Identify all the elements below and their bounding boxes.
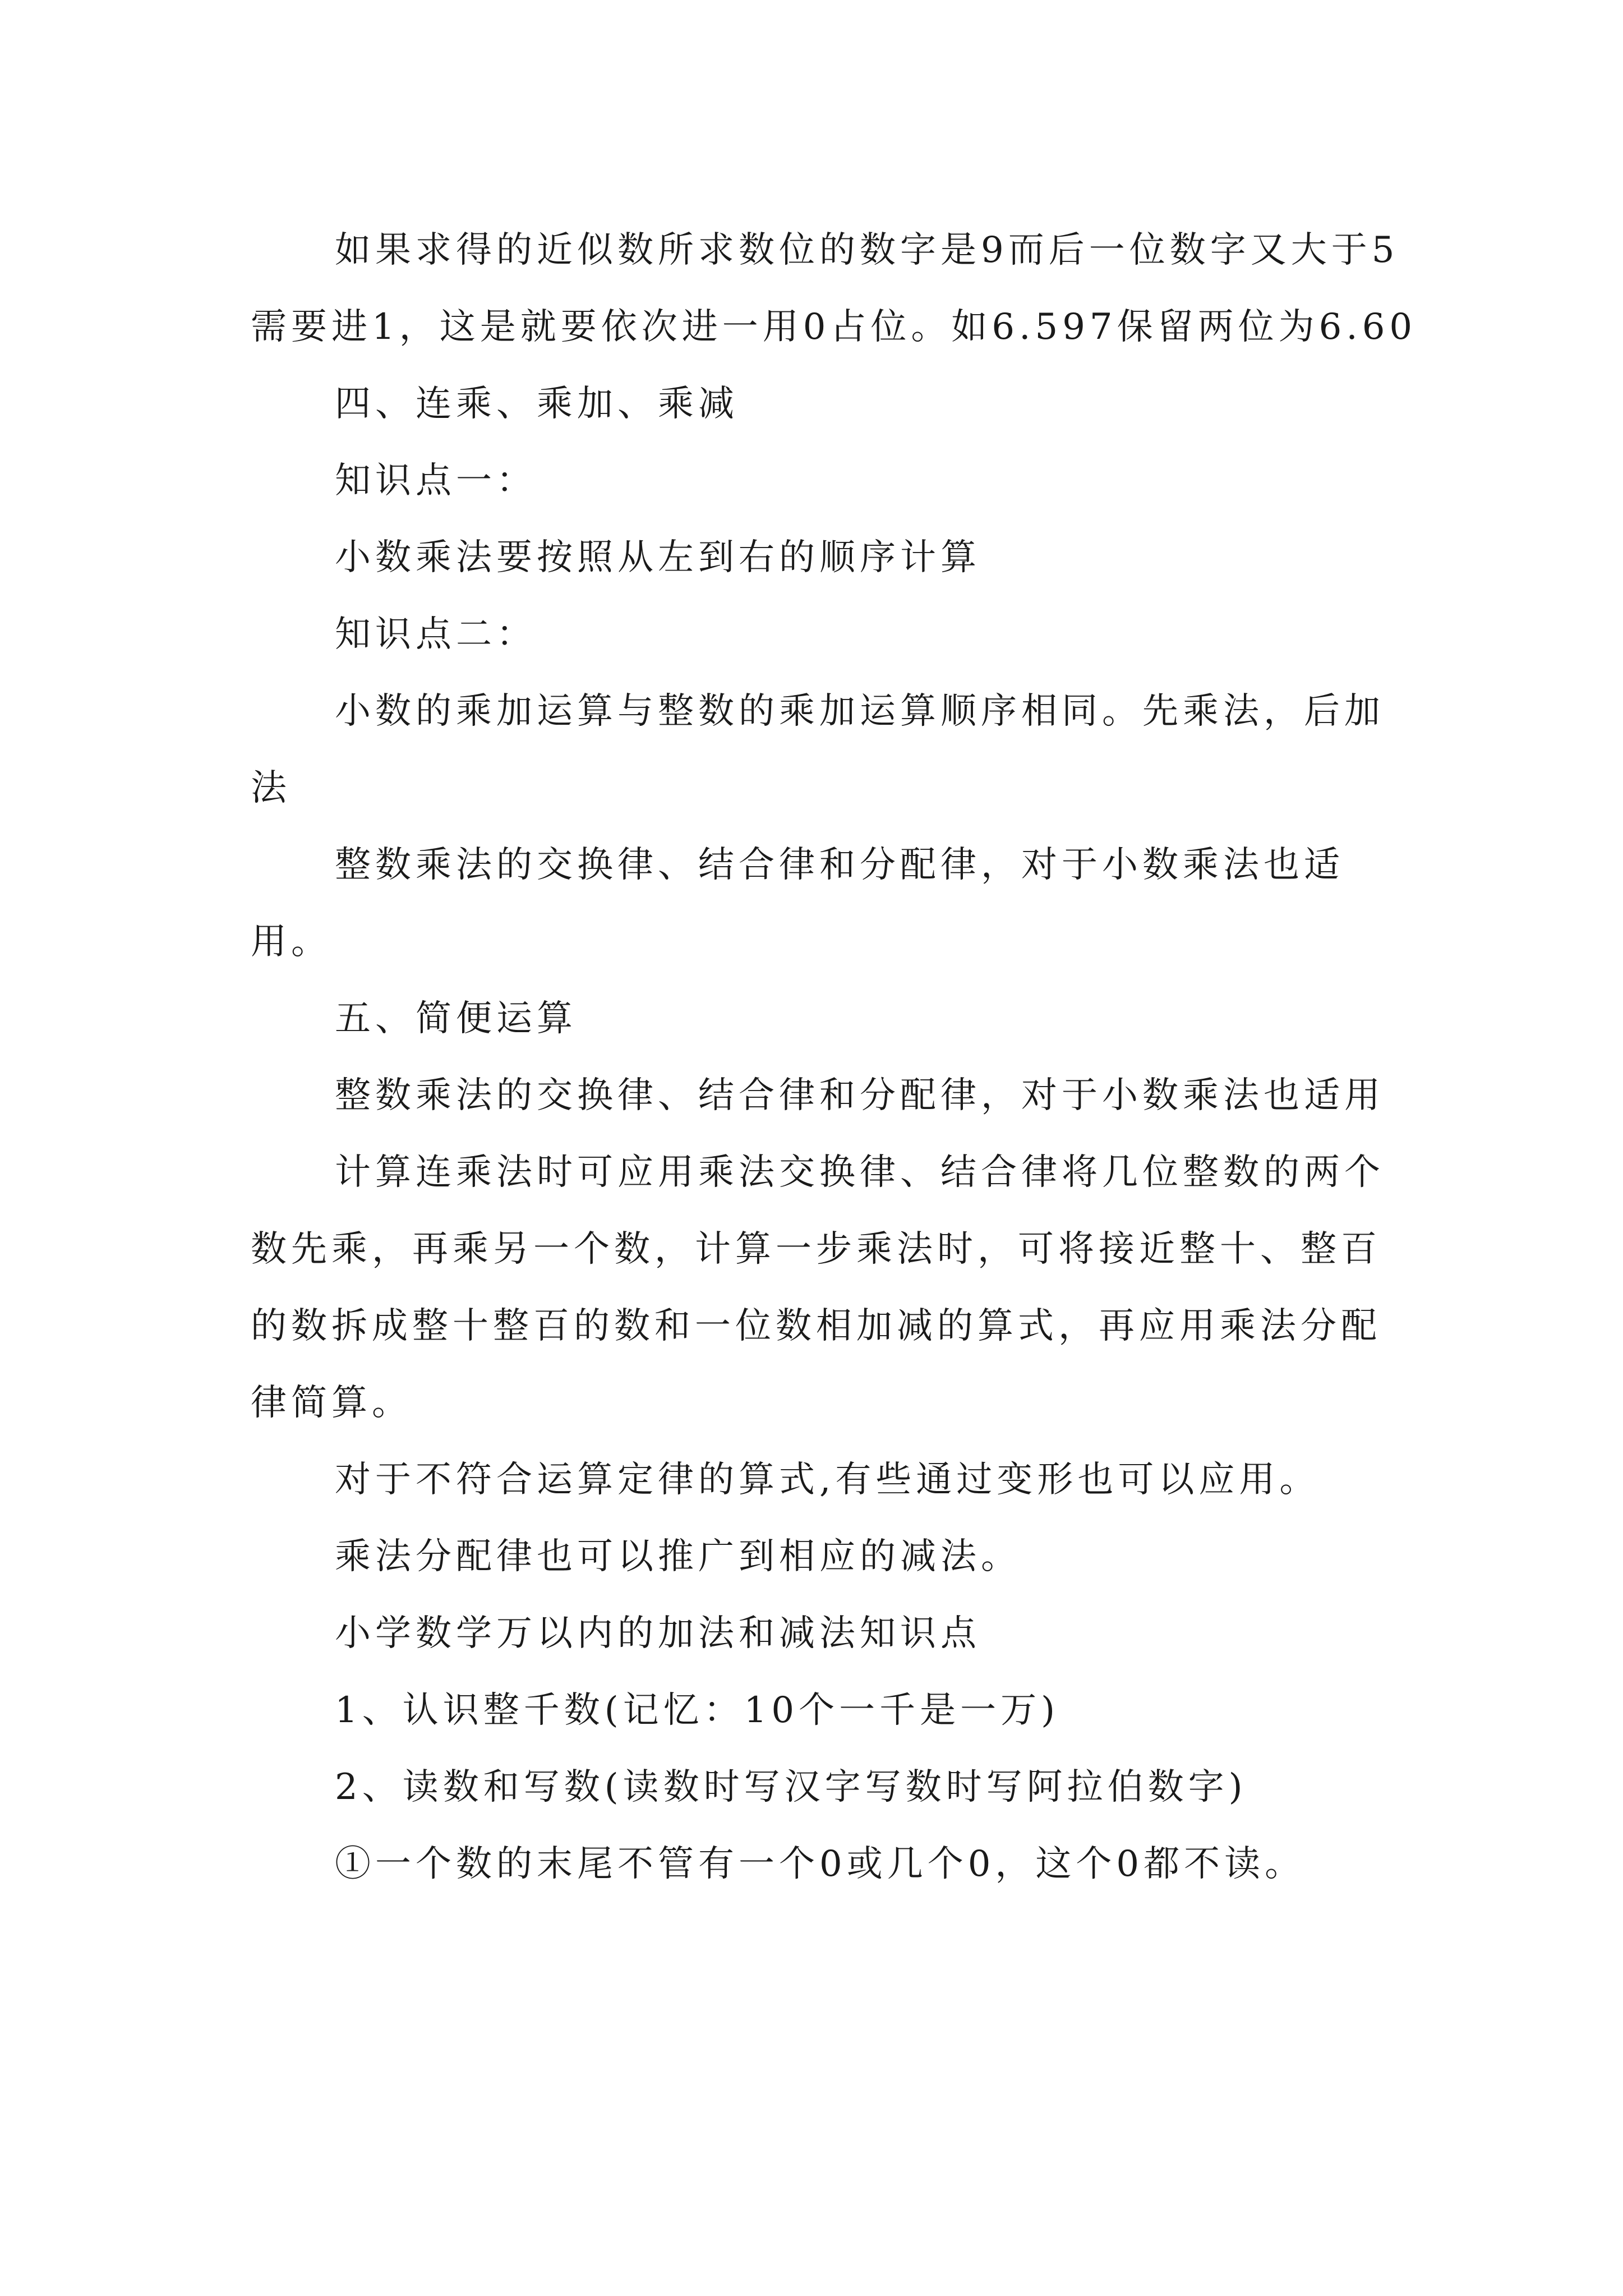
section-heading-5: 五、简便运算	[335, 998, 577, 1039]
paragraph-rounding-rule: 如果求得的近似数所求数位的数字是9而后一位数字又大于5需要进1，这是就要依次进一用0占位。如6.597保留两位为6.60	[251, 229, 1417, 348]
document-body	[251, 212, 1417, 1903]
list-item-2: 2、读数和写数(读数时写汉字写数时写阿拉伯数字)	[335, 1766, 1247, 1808]
knowledge-point-1-heading: 知识点一：	[335, 460, 537, 501]
section-heading-addition-subtraction: 小学数学万以内的加法和减法知识点	[335, 1613, 981, 1654]
paragraph-laws-apply-2: 整数乘法的交换律、结合律和分配律，对于小数乘法也适用	[335, 1075, 1385, 1116]
paragraph-simplified-calc: 计算连乘法时可应用乘法交换律、结合律将几位整数的两个数先乘，再乘另一个数，计算一步乘法时，可将接近整十、整百的数拆成整十整百的数和一位数相加减的算式，再应用乘法分配律简算。	[251, 1152, 1385, 1424]
list-item-1: 1、认识整千数(记忆：10个一千是一万)	[335, 1690, 1060, 1731]
paragraph-distributive-subtraction: 乘法分配律也可以推广到相应的减法。	[335, 1536, 1021, 1577]
section-heading-4: 四、连乘、乘加、乘减	[335, 383, 739, 425]
list-item-circled-1: ①一个数的末尾不管有一个0或几个0，这个0都不读。	[335, 1843, 1306, 1885]
knowledge-point-2-heading: 知识点二：	[335, 614, 537, 655]
knowledge-point-1-text: 小数乘法要按照从左到右的顺序计算	[335, 537, 981, 578]
paragraph-laws-apply: 整数乘法的交换律、结合律和分配律，对于小数乘法也适用。	[251, 844, 1344, 963]
knowledge-point-2-text: 小数的乘加运算与整数的乘加运算顺序相同。先乘法，后加法	[251, 691, 1385, 809]
paragraph-transform: 对于不符合运算定律的算式,有些通过变形也可以应用。	[335, 1459, 1320, 1501]
